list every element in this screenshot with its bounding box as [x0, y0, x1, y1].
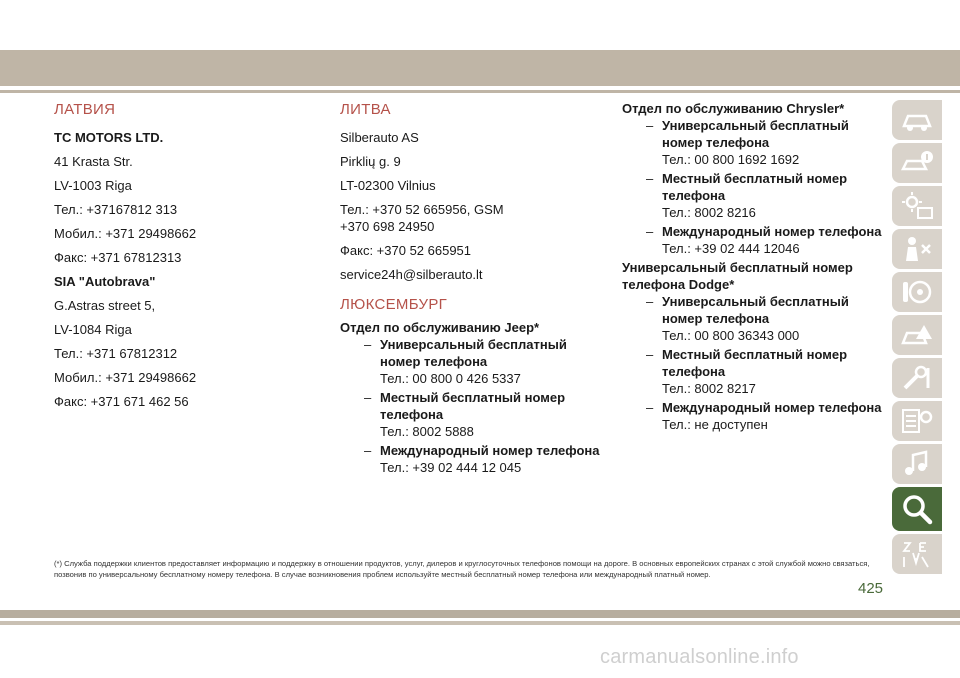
phone-list-item	[622, 293, 882, 344]
phone-list-item	[340, 442, 600, 476]
footnote: (*) Служба поддержки клиентов предоставляет информацию и поддержку в отношении продуктов, услуг, дилеров и круглосуточных телефонов помощи на дороге. В основных европейских странах с этой службой можно связаться, позвонив по универсальному бесплатному номеру телефона. В случае возникновения проблем используйте местный бесплатный номер телефона или международный платный номер.	[54, 559, 870, 579]
contact-line: 41 Krasta Str.	[54, 154, 133, 169]
phone-list-item	[622, 117, 882, 168]
alphabet-index-icon	[900, 539, 934, 569]
heading-latvia: ЛАТВИЯ	[54, 101, 116, 118]
top-header-bar	[0, 50, 960, 86]
phone-number: Тел.: 8002 8217	[662, 381, 756, 396]
phone-list-item	[622, 399, 882, 433]
tab-emergency[interactable]	[892, 315, 942, 355]
phone-list-item	[622, 346, 882, 397]
contact-line: Тел.: +37167812 313	[54, 202, 178, 217]
phone-number: Тел.: 8002 8216	[662, 205, 756, 220]
list-dash: –	[646, 224, 654, 239]
column-chrysler-dodge	[622, 100, 882, 435]
latvia-contacts	[54, 129, 294, 410]
list-dash: –	[646, 171, 654, 186]
hazard-car-icon	[900, 321, 934, 349]
phone-type-title: Местный бесплатный номер телефона	[662, 171, 848, 203]
list-dash: –	[646, 347, 654, 362]
tab-driving[interactable]	[892, 272, 942, 312]
phone-type-title: Универсальный бесплатный номер телефона	[662, 294, 849, 326]
street-address: Pirklių g. 9	[340, 154, 401, 169]
tab-dashboard[interactable]	[892, 100, 942, 140]
phone-type-title: Международный номер телефона	[662, 224, 882, 239]
phone-line-1: Тел.: +370 52 665956, GSM	[340, 202, 504, 217]
phone-number: Тел.: не доступен	[662, 417, 768, 432]
car-info-icon	[900, 149, 934, 177]
list-dash: –	[646, 400, 654, 415]
chapter-tabs	[892, 100, 942, 577]
bottom-bar	[0, 610, 960, 618]
list-dash: –	[646, 118, 654, 133]
contact-line: Мобил.: +371 29498662	[54, 370, 197, 385]
tab-warning-lights[interactable]	[892, 186, 942, 226]
contact-line: Тел.: +371 67812312	[54, 346, 178, 361]
tab-multimedia[interactable]	[892, 444, 942, 484]
steering-wheel-icon	[900, 278, 934, 306]
phone-number: Тел.: +39 02 444 12 045	[380, 460, 522, 475]
postal-address: LT-02300 Vilnius	[340, 178, 436, 193]
contact-line: LV-1003 Riga	[54, 178, 132, 193]
tab-index[interactable]	[892, 534, 942, 574]
phone-line-2: +370 698 24950	[340, 219, 435, 234]
contact-line: LV-1084 Riga	[54, 322, 132, 337]
chrysler-phone-list	[622, 117, 882, 257]
search-icon	[900, 493, 934, 525]
list-dash: –	[364, 390, 372, 405]
tab-customer-assistance[interactable]	[892, 487, 942, 531]
page-number: 425	[858, 580, 884, 597]
dodge-service-title: Универсальный бесплатный номер телефона Dodge*	[622, 260, 853, 292]
phone-type-title: Международный номер телефона	[380, 443, 600, 458]
contact-line: Факс: +371 67812313	[54, 250, 182, 265]
phone-type-title: Местный бесплатный номер телефона	[380, 390, 566, 422]
fax-line: Факс: +370 52 665951	[340, 243, 472, 258]
column-lithuania	[340, 100, 600, 478]
phone-type-title: Универсальный бесплатный номер телефона	[380, 337, 567, 369]
email-address[interactable]: service24h@silberauto.lt	[340, 267, 483, 282]
warning-lights-icon	[900, 192, 934, 220]
dodge-phone-list	[622, 293, 882, 433]
contact-line: TC MOTORS LTD.	[54, 130, 164, 145]
tab-safety[interactable]	[892, 229, 942, 269]
tab-servicing[interactable]	[892, 358, 942, 398]
wrench-tools-icon	[900, 364, 934, 392]
watermark: carmanualsonline.info	[600, 646, 799, 668]
list-dash: –	[364, 337, 372, 352]
tab-technical-specs[interactable]	[892, 401, 942, 441]
chrysler-service-title: Отдел по обслуживанию Chrysler*	[622, 101, 845, 116]
phone-list-item	[340, 336, 600, 387]
phone-type-title: Международный номер телефона	[662, 400, 882, 415]
phone-type-title: Универсальный бесплатный номер телефона	[662, 118, 849, 150]
phone-list-item	[340, 389, 600, 440]
car-dashboard-icon	[900, 106, 934, 134]
phone-list-item	[622, 170, 882, 221]
heading-luxembourg: ЛЮКСЕМБУРГ	[340, 296, 448, 313]
music-nav-icon	[900, 450, 934, 478]
phone-number: Тел.: 8002 5888	[380, 424, 474, 439]
top-divider	[0, 90, 960, 93]
list-dash: –	[646, 294, 654, 309]
contact-line: G.Astras street 5,	[54, 298, 156, 313]
checklist-gear-icon	[900, 407, 934, 435]
bottom-line	[0, 621, 960, 625]
jeep-phone-list	[340, 336, 600, 476]
column-latvia	[54, 100, 294, 417]
contact-line: SIA "Autobrava"	[54, 274, 156, 289]
company-name: Silberauto AS	[340, 130, 419, 145]
phone-number: Тел.: 00 800 0 426 5337	[380, 371, 521, 386]
phone-number: Тел.: +39 02 444 12046	[662, 241, 800, 256]
phone-number: Тел.: 00 800 1692 1692	[662, 152, 800, 167]
phone-number: Тел.: 00 800 36343 000	[662, 328, 800, 343]
tab-car-info[interactable]	[892, 143, 942, 183]
phone-list-item	[622, 223, 882, 257]
heading-lithuania: ЛИТВА	[340, 101, 391, 118]
phone-type-title: Местный бесплатный номер телефона	[662, 347, 848, 379]
list-dash: –	[364, 443, 372, 458]
jeep-service-title: Отдел по обслуживанию Jeep*	[340, 320, 540, 335]
airbag-seat-icon	[900, 235, 934, 263]
contact-line: Мобил.: +371 29498662	[54, 226, 197, 241]
contact-line: Факс: +371 671 462 56	[54, 394, 189, 409]
